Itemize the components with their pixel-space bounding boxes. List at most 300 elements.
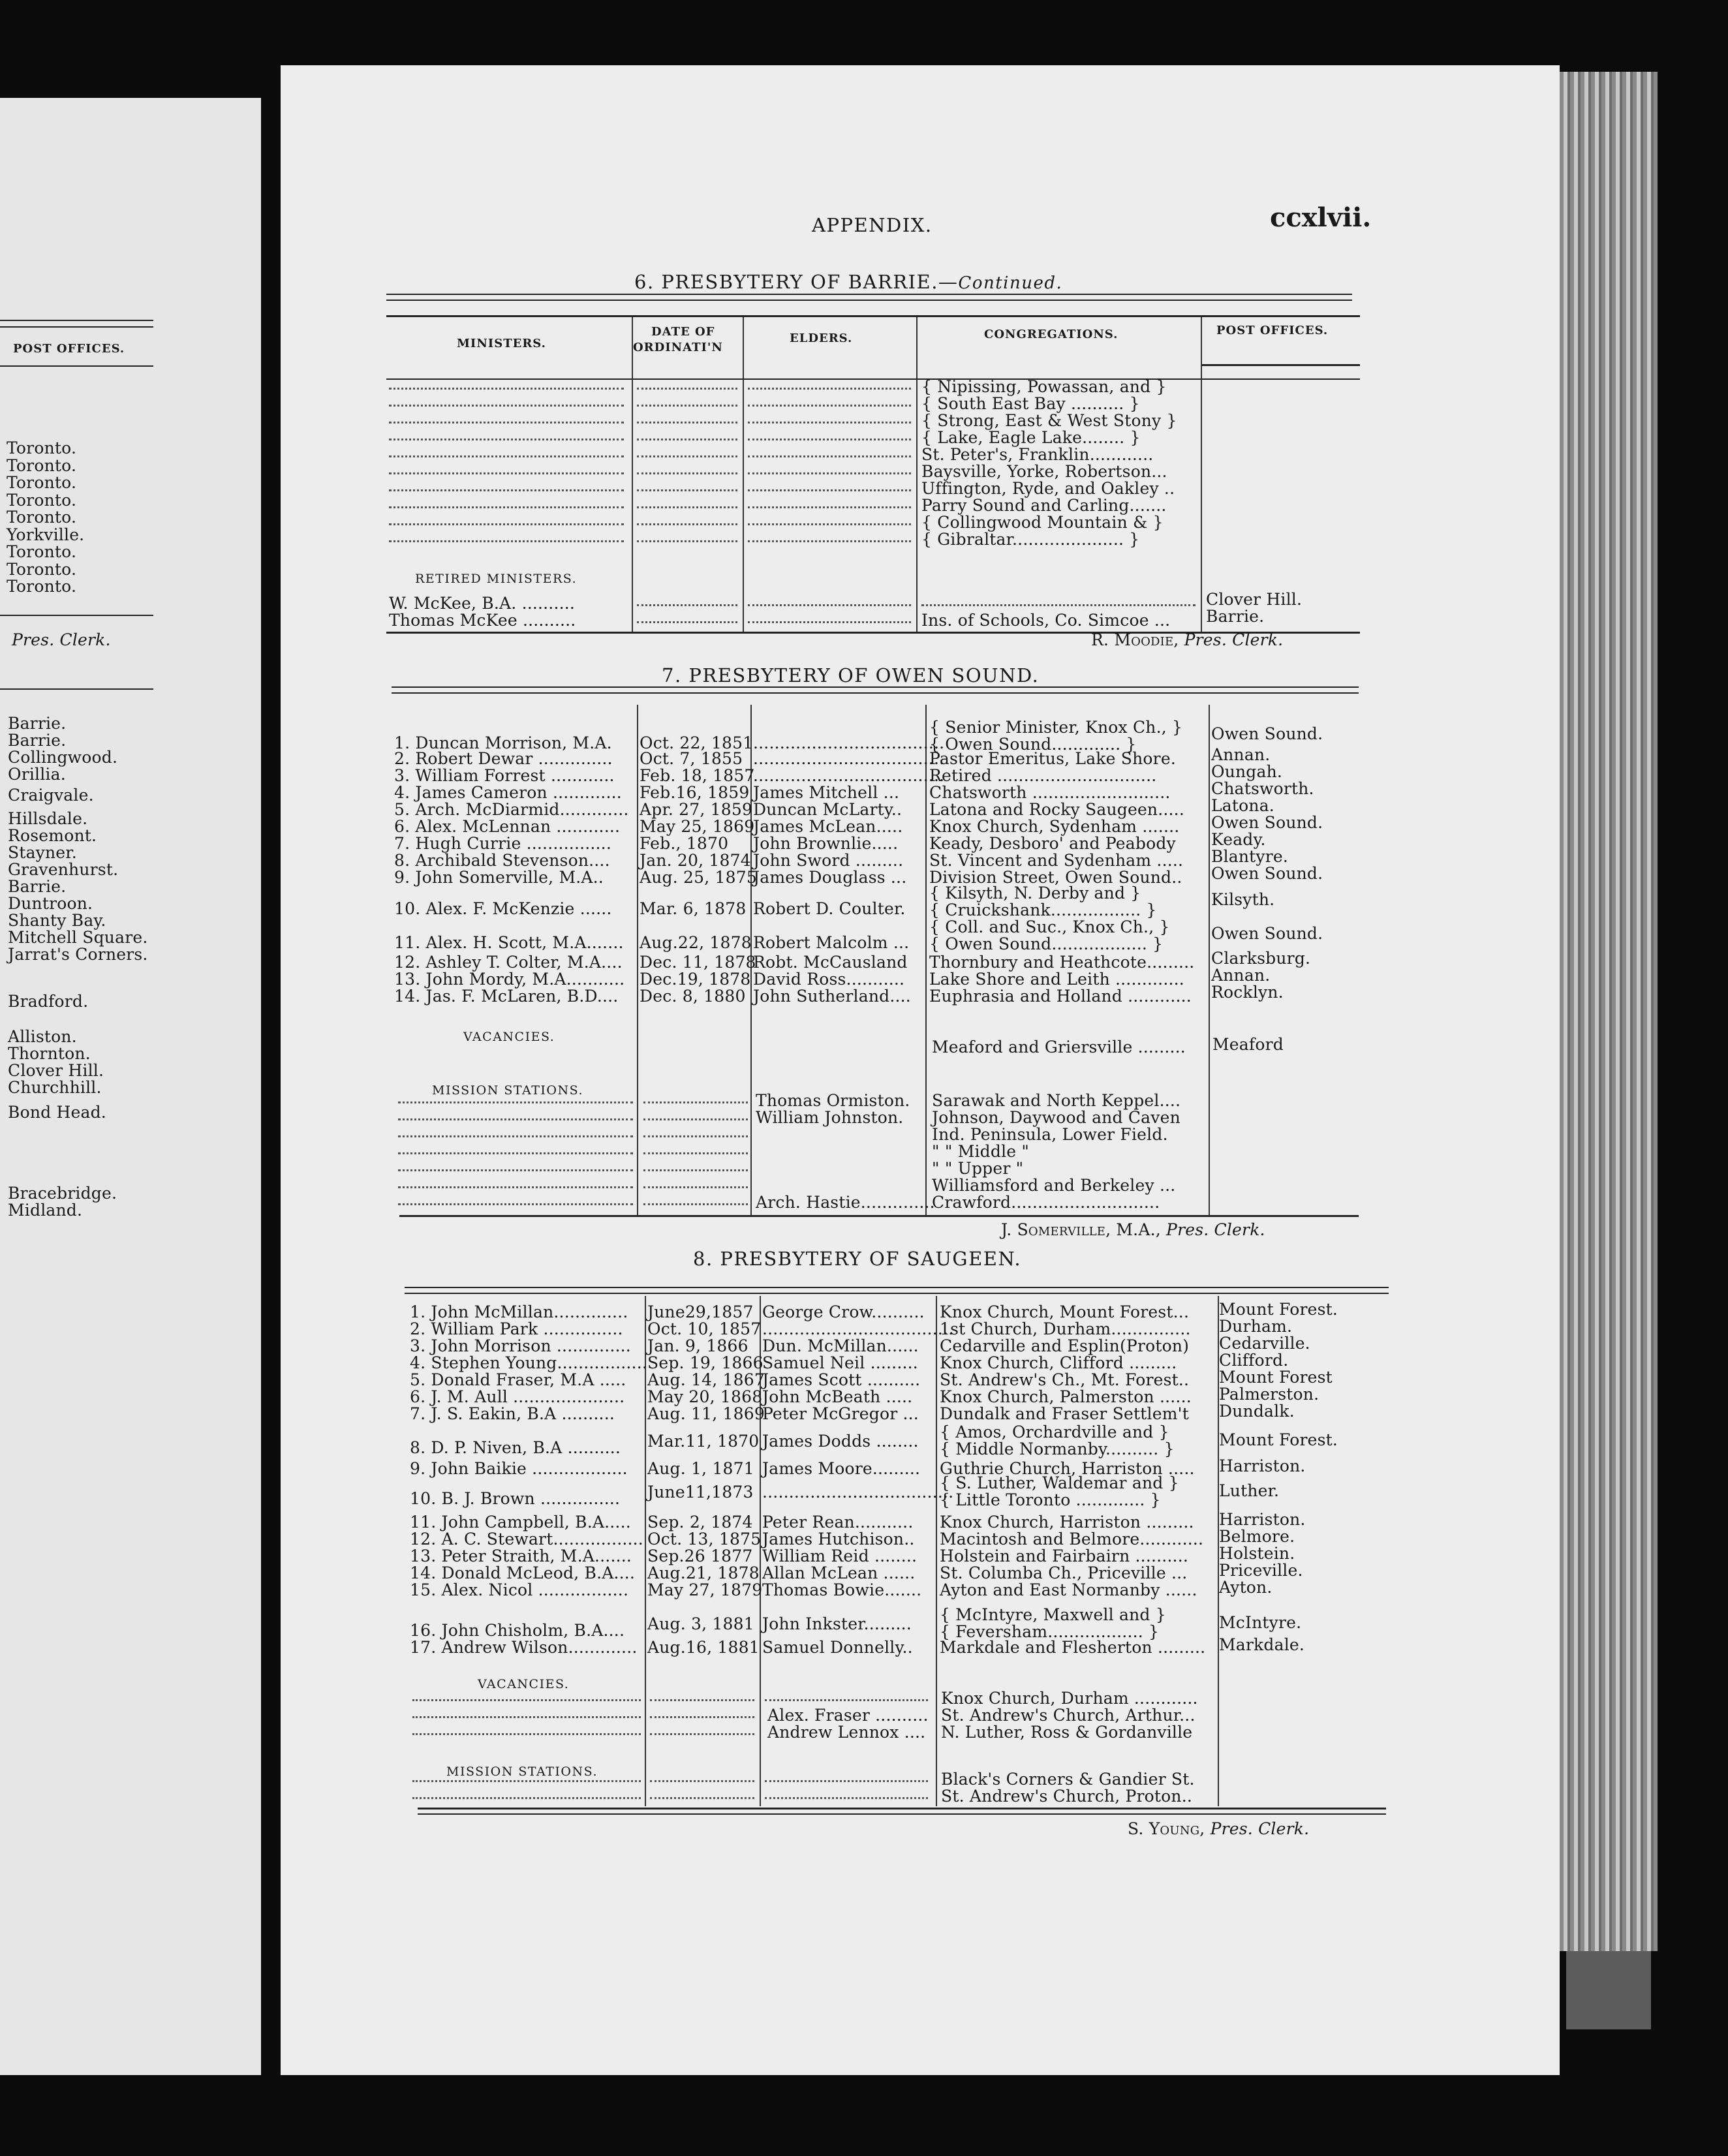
saugeen-date: Oct. 13, 1875 [647, 1530, 762, 1548]
saugeen-minister: 9. John Baikie .................. [410, 1459, 628, 1478]
owen-post: Oungah. [1211, 762, 1283, 781]
owen-post: Clarksburg. [1211, 949, 1311, 968]
owen-congregation: { Coll. and Suc., Knox Ch., } [929, 917, 1170, 936]
saugeen-minister: 6. J. M. Aull ..................... [410, 1387, 625, 1406]
dot-leader [389, 388, 624, 390]
saugeen-date: Sep.26 1877 [647, 1547, 753, 1565]
dot-leader [650, 1780, 754, 1782]
saugeen-date: Aug.16, 1881 [647, 1638, 760, 1657]
left-office: Churchhill. [8, 1078, 102, 1097]
left-office: Toronto. [7, 577, 77, 596]
owen-post: Annan. [1211, 745, 1271, 764]
barrie-retired-minister: W. McKee, B.A. .......... [389, 594, 576, 613]
owen-date: Mar. 6, 1878 [640, 899, 747, 918]
left-office: Orillia. [8, 765, 66, 784]
left-office: Toronto. [7, 559, 77, 579]
owen-congregation: Euphrasia and Holland ............ [929, 987, 1192, 1006]
dot-leader [637, 455, 737, 457]
owen-date: Oct. 22, 1851 [640, 733, 754, 752]
owen-date: Aug. 25, 1875 [640, 868, 757, 887]
dot-leader [643, 1203, 748, 1205]
owen-elder: .................................... [753, 733, 945, 752]
saugeen-vacancy-congregation: Knox Church, Durham ............ [941, 1689, 1198, 1708]
owen-elder: James McLean..... [753, 817, 903, 836]
owen-congregation-cont: { Owen Sound.................. } [929, 934, 1164, 953]
dot-leader [643, 1135, 748, 1137]
dot-leader [398, 1118, 633, 1120]
saugeen-date: Mar.11, 1870 [647, 1432, 760, 1451]
dot-leader [412, 1733, 641, 1735]
dot-leader [748, 523, 911, 525]
owen-elder: Duncan McLarty.. [753, 800, 903, 819]
saugeen-congregation: Knox Church, Harriston ......... [940, 1513, 1194, 1532]
barrie-retired-label: RETIRED MINISTERS. [415, 572, 578, 586]
dot-leader [643, 1101, 748, 1103]
barrie-retired-post: Barrie. [1206, 607, 1265, 626]
dot-leader [389, 405, 624, 407]
dot-leader [748, 405, 911, 407]
dot-leader [637, 472, 737, 474]
dot-leader [389, 489, 624, 491]
saugeen-clerk: S. Young, Pres. Clerk. [1128, 1819, 1310, 1838]
owen-elder: David Ross........... [753, 970, 905, 989]
left-office: Stayner. [8, 843, 77, 862]
owen-mission-elder: Arch. Hastie.............. [756, 1193, 935, 1212]
dot-leader [748, 455, 911, 457]
dot-leader [398, 1169, 633, 1171]
owen-mission-station: Johnson, Daywood and Caven [932, 1108, 1180, 1127]
left-office: Toronto. [7, 455, 77, 475]
saugeen-congregation: Knox Church, Palmerston ...... [940, 1387, 1192, 1406]
saugeen-date: May 20, 1868 [647, 1387, 763, 1406]
owen-post: Blantyre. [1211, 847, 1289, 866]
saugeen-vacancy-elder: Andrew Lennox .... [767, 1723, 926, 1742]
dot-leader [412, 1699, 641, 1701]
owen-minister: 1. Duncan Morrison, M.A. [394, 733, 612, 752]
owen-mission-elder: William Johnston. [756, 1108, 904, 1127]
owen-congregation-cont: { Owen Sound............. } [929, 735, 1137, 754]
dot-leader [398, 1203, 633, 1205]
dot-leader [748, 422, 911, 424]
dot-leader [637, 621, 737, 623]
saugeen-post: Holstein. [1219, 1544, 1295, 1563]
dot-leader [412, 1797, 641, 1799]
owen-elder: Robert Malcolm ... [753, 933, 910, 952]
owen-post: Chatsworth. [1211, 779, 1314, 798]
dot-leader [637, 405, 737, 407]
saugeen-congregation: Ayton and East Normanby ...... [940, 1580, 1197, 1599]
owen-congregation: Pastor Emeritus, Lake Shore. [929, 749, 1176, 768]
saugeen-mission-station: Black's Corners & Gandier St. [941, 1770, 1195, 1789]
owen-date: Jan. 20, 1874 [640, 851, 751, 870]
saugeen-minister: 17. Andrew Wilson............. [410, 1638, 638, 1657]
owen-post: Kilsyth. [1211, 890, 1275, 909]
dot-leader [650, 1699, 754, 1701]
dot-leader [637, 489, 737, 491]
saugeen-congregation-cont: { Middle Normanby.......... } [940, 1440, 1175, 1458]
dot-leader [389, 523, 624, 525]
left-office: Midland. [8, 1201, 83, 1220]
dot-leader [650, 1716, 754, 1718]
saugeen-post: Priceville. [1219, 1561, 1303, 1580]
dot-leader [650, 1733, 754, 1735]
owen-congregation: Keady, Desboro' and Peabody [929, 834, 1176, 853]
owen-date: Feb. 18, 1857 [640, 766, 755, 785]
saugeen-title: 8. PRESBYTERY OF SAUGEEN. [693, 1248, 1022, 1270]
saugeen-vacancy-congregation: St. Andrew's Church, Arthur... [941, 1706, 1196, 1725]
dot-leader [637, 506, 737, 508]
owen-minister: 9. John Somerville, M.A.. [394, 868, 604, 887]
barrie-col-date-1: DATE OF [651, 325, 715, 339]
owen-congregation: { Senior Minister, Knox Ch., } [929, 718, 1183, 737]
saugeen-elder: James Scott .......... [762, 1370, 921, 1389]
saugeen-post: McIntyre. [1219, 1613, 1302, 1632]
saugeen-date: Aug. 11, 1869 [647, 1404, 765, 1423]
saugeen-congregation: { Amos, Orchardville and } [940, 1423, 1169, 1441]
left-office: Barrie. [8, 731, 67, 750]
left-office: Jarrat's Corners. [8, 945, 148, 964]
left-office: Rosemont. [8, 826, 97, 845]
owen-elder: Robert D. Coulter. [753, 899, 906, 918]
dot-leader [748, 472, 911, 474]
owen-elder: John Sutherland.... [753, 987, 911, 1006]
owen-vacancy-cong: Meaford and Griersville ......... [932, 1038, 1186, 1056]
barrie-title: 6. PRESBYTERY OF BARRIE.—Continued. [634, 271, 1063, 293]
owen-mission-station: " " Upper " [932, 1159, 1024, 1178]
saugeen-date: Aug. 3, 1881 [647, 1614, 754, 1633]
saugeen-post: Harriston. [1219, 1510, 1306, 1529]
saugeen-congregation: St. Columba Ch., Priceville ... [940, 1563, 1188, 1582]
owen-mission-station: Ind. Peninsula, Lower Field. [932, 1125, 1168, 1144]
dot-leader [650, 1797, 754, 1799]
saugeen-post: Luther. [1219, 1481, 1280, 1500]
owen-minister: 11. Alex. H. Scott, M.A....... [394, 933, 624, 952]
owen-minister: 8. Archibald Stevenson.... [394, 851, 610, 870]
saugeen-post: Mount Forest. [1219, 1430, 1338, 1449]
owen-minister: 2. Robert Dewar .............. [394, 749, 613, 768]
owen-date: Dec.19, 1878 [640, 970, 751, 989]
owen-congregation-cont: { Cruickshank................. } [929, 901, 1157, 919]
barrie-congregation: { Lake, Eagle Lake........ } [921, 428, 1141, 447]
saugeen-elder: Peter Rean........... [762, 1513, 914, 1532]
saugeen-date: Sep. 2, 1874 [647, 1513, 753, 1532]
saugeen-minister: 15. Alex. Nicol ................. [410, 1580, 629, 1599]
barrie-congregation: Baysville, Yorke, Robertson... [921, 462, 1167, 481]
dot-leader [748, 604, 911, 606]
left-office: Alliston. [8, 1027, 77, 1046]
left-office: Bracebridge. [8, 1184, 117, 1203]
saugeen-post: Durham. [1219, 1317, 1293, 1336]
dot-leader [637, 439, 737, 440]
owen-title: 7. PRESBYTERY OF OWEN SOUND. [662, 664, 1040, 686]
owen-congregation: Lake Shore and Leith ............. [929, 970, 1184, 989]
owen-congregation: St. Vincent and Sydenham ..... [929, 851, 1184, 870]
saugeen-post: Harriston. [1219, 1456, 1306, 1475]
left-office: Duntroon. [8, 894, 93, 913]
left-office: Thornton. [8, 1044, 91, 1063]
owen-minister: 14. Jas. F. McLaren, B.D.... [394, 987, 619, 1006]
left-office: Hillsdale. [8, 809, 88, 828]
owen-post: Keady. [1211, 830, 1266, 849]
owen-congregation: Division Street, Owen Sound.. [929, 868, 1182, 887]
saugeen-minister: 7. J. S. Eakin, B.A .......... [410, 1404, 615, 1423]
owen-date: Dec. 8, 1880 [640, 987, 746, 1006]
owen-date: May 25, 1869 [640, 817, 755, 836]
saugeen-post: Dundalk. [1219, 1402, 1295, 1421]
dot-leader [748, 540, 911, 542]
owen-mission-station: " " Middle " [932, 1142, 1030, 1161]
owen-date: Apr. 27, 1859 [640, 800, 753, 819]
left-office: Bradford. [8, 992, 89, 1011]
saugeen-minister: 4. Stephen Young................. [410, 1353, 647, 1372]
saugeen-minister: 12. A. C. Stewart................. [410, 1530, 643, 1548]
owen-congregation: Latona and Rocky Saugeen..... [929, 800, 1184, 819]
barrie-retired-congregation: Ins. of Schools, Co. Simcoe ... [921, 611, 1171, 630]
saugeen-vacancy-congregation: N. Luther, Ross & Gordanville [941, 1723, 1193, 1742]
owen-congregation: Knox Church, Sydenham ....... [929, 817, 1180, 836]
owen-date: Aug.22, 1878 [640, 933, 752, 952]
saugeen-post: Clifford. [1219, 1351, 1289, 1370]
owen-date: Oct. 7, 1855 [640, 749, 743, 768]
saugeen-date: Aug. 1, 1871 [647, 1459, 754, 1478]
dot-leader [748, 489, 911, 491]
owen-congregation: Chatsworth .......................... [929, 783, 1171, 802]
saugeen-mission-label: MISSION STATIONS. [446, 1764, 598, 1779]
owen-elder: John Sword ......... [753, 851, 904, 870]
page-number: ccxlvii. [1270, 202, 1372, 233]
saugeen-elder: James Dodds ........ [762, 1432, 919, 1451]
saugeen-date: June29,1857 [647, 1302, 754, 1321]
dot-leader [637, 388, 737, 390]
dot-leader [637, 523, 737, 525]
dot-leader [643, 1186, 748, 1188]
owen-vacancies-label: VACANCIES. [463, 1030, 555, 1044]
saugeen-minister: 8. D. P. Niven, B.A .......... [410, 1438, 621, 1457]
saugeen-vacancy-elder: Alex. Fraser .......... [767, 1706, 929, 1725]
saugeen-post: Palmerston. [1219, 1385, 1319, 1404]
saugeen-elder: James Moore......... [762, 1459, 921, 1478]
owen-mission-label: MISSION STATIONS. [432, 1083, 583, 1098]
saugeen-date: June11,1873 [647, 1483, 754, 1502]
owen-congregation: { Kilsyth, N. Derby and } [929, 884, 1141, 902]
owen-minister: 7. Hugh Currie ................ [394, 834, 611, 853]
owen-minister: 4. James Cameron ............. [394, 783, 622, 802]
saugeen-post: Mount Forest [1219, 1368, 1333, 1387]
barrie-congregation: Parry Sound and Carling....... [921, 496, 1167, 515]
page-edge [1560, 72, 1658, 1951]
saugeen-congregation-cont: { Little Toronto ............. } [940, 1490, 1161, 1509]
saugeen-post: Cedarville. [1219, 1334, 1310, 1353]
saugeen-elder: .................................... [762, 1483, 954, 1502]
owen-post: Owen Sound. [1211, 924, 1323, 943]
saugeen-post: Mount Forest. [1219, 1300, 1338, 1319]
owen-minister: 6. Alex. McLennan ............ [394, 817, 621, 836]
saugeen-elder: Samuel Donnelly.. [762, 1638, 913, 1657]
owen-post: Rocklyn. [1211, 983, 1284, 1002]
dot-leader [637, 422, 737, 424]
left-office: Craigvale. [8, 786, 94, 805]
barrie-col-date-2: ORDINATI'N [633, 341, 723, 354]
dot-leader [389, 422, 624, 424]
left-office: Clover Hill. [8, 1061, 104, 1080]
barrie-congregation: Uffington, Ryde, and Oakley .. [921, 479, 1175, 498]
saugeen-minister: 2. William Park ............... [410, 1319, 623, 1338]
owen-elder: John Brownlie..... [753, 834, 899, 853]
saugeen-elder: William Reid ........ [762, 1547, 918, 1565]
owen-vacancy-post: Meaford [1212, 1035, 1284, 1054]
saugeen-elder: John Inkster......... [762, 1614, 912, 1633]
dot-leader [398, 1135, 633, 1137]
saugeen-elder: Allan McLean ...... [762, 1563, 916, 1582]
left-office: Toronto. [7, 542, 77, 561]
barrie-col-ministers: MINISTERS. [457, 337, 546, 350]
left-office: Bond Head. [8, 1103, 106, 1122]
saugeen-congregation-cont: { Feversham.................. } [940, 1622, 1160, 1641]
dot-leader [398, 1101, 633, 1103]
owen-minister: 5. Arch. McDiarmid............. [394, 800, 629, 819]
barrie-col-congregations: CONGREGATIONS. [984, 328, 1119, 341]
dot-leader [765, 1699, 928, 1701]
barrie-col-elders: ELDERS. [790, 331, 853, 345]
owen-elder: James Douglass ... [753, 868, 907, 887]
dot-leader [637, 540, 737, 542]
saugeen-post: Belmore. [1219, 1527, 1295, 1546]
dot-leader [412, 1716, 641, 1718]
saugeen-minister: 14. Donald McLeod, B.A.... [410, 1563, 636, 1582]
saugeen-elder: Samuel Neil ......... [762, 1353, 918, 1372]
left-office: Toronto. [7, 490, 77, 510]
saugeen-vacancies-label: VACANCIES. [478, 1677, 570, 1691]
saugeen-congregation: Knox Church, Clifford ......... [940, 1353, 1177, 1372]
left-office: Collingwood. [8, 748, 118, 767]
saugeen-congregation: { S. Luther, Waldemar and } [940, 1473, 1179, 1492]
owen-mission-station: Sarawak and North Keppel.... [932, 1091, 1181, 1110]
saugeen-congregation: Markdale and Flesherton ......... [940, 1638, 1206, 1657]
left-office: Toronto. [7, 473, 77, 492]
owen-date: Feb.16, 1859 [640, 783, 750, 802]
dot-leader [389, 472, 624, 474]
dot-leader [765, 1780, 928, 1782]
saugeen-elder: Dun. McMillan...... [762, 1336, 919, 1355]
owen-post: Owen Sound. [1211, 864, 1323, 883]
left-office: Toronto. [7, 439, 77, 457]
dot-leader [643, 1169, 748, 1171]
owen-mission-station: Crawford............................ [932, 1193, 1160, 1212]
saugeen-minister: 16. John Chisholm, B.A.... [410, 1621, 625, 1640]
owen-clerk: J. Somerville, M.A., Pres. Clerk. [1001, 1220, 1265, 1239]
dot-leader [389, 506, 624, 508]
saugeen-minister: 5. Donald Fraser, M.A ..... [410, 1370, 626, 1389]
dot-leader [921, 604, 1196, 606]
dot-leader [748, 388, 911, 390]
saugeen-minister: 11. John Campbell, B.A..... [410, 1513, 631, 1532]
left-clerk: Pres. Clerk. [12, 630, 111, 649]
barrie-retired-minister: Thomas McKee .......... [389, 611, 576, 630]
saugeen-congregation: Knox Church, Mount Forest... [940, 1302, 1190, 1321]
owen-congregation: Retired .............................. [929, 766, 1157, 785]
barrie-col-post: POST OFFICES. [1216, 324, 1329, 337]
dot-leader [643, 1118, 748, 1120]
dot-leader [765, 1797, 928, 1799]
barrie-congregation: { Strong, East & West Stony } [921, 411, 1177, 430]
left-office: Toronto. [7, 508, 77, 527]
saugeen-elder: James Hutchison.. [762, 1530, 915, 1548]
dot-leader [398, 1186, 633, 1188]
left-office: Shanty Bay. [8, 911, 106, 930]
owen-congregation: Thornbury and Heathcote......... [929, 953, 1195, 972]
dot-leader [748, 439, 911, 440]
left-office: Barrie. [8, 714, 67, 733]
owen-post: Owen Sound. [1211, 813, 1323, 832]
owen-minister: 13. John Mordy, M.A........... [394, 970, 625, 989]
saugeen-congregation: { McIntyre, Maxwell and } [940, 1605, 1166, 1624]
saugeen-mission-station: St. Andrew's Church, Proton.. [941, 1787, 1193, 1806]
saugeen-congregation: 1st Church, Durham............... [940, 1319, 1191, 1338]
saugeen-date: Aug. 14, 1867 [647, 1370, 765, 1389]
saugeen-congregation: Macintosh and Belmore............ [940, 1530, 1204, 1548]
barrie-congregation: { Collingwood Mountain & } [921, 513, 1164, 532]
owen-elder: Robt. McCausland [753, 953, 908, 972]
saugeen-date: Aug.21, 1878 [647, 1563, 760, 1582]
owen-minister: 12. Ashley T. Colter, M.A.... [394, 953, 623, 972]
owen-elder: .................................... [753, 749, 945, 768]
left-office: Gravenhurst. [8, 860, 119, 879]
saugeen-post: Markdale. [1219, 1635, 1305, 1654]
owen-post: Latona. [1211, 796, 1274, 815]
dot-leader [389, 439, 624, 440]
dot-leader [412, 1780, 641, 1782]
saugeen-date: Sep. 19, 1866 [647, 1353, 764, 1372]
barrie-congregation: { Nipissing, Powassan, and } [921, 377, 1167, 396]
owen-mission-station: Williamsford and Berkeley ... [932, 1176, 1176, 1195]
owen-date: Dec. 11, 1878 [640, 953, 756, 972]
owen-elder: .................................... [753, 766, 945, 785]
dot-leader [643, 1152, 748, 1154]
saugeen-elder: George Crow.......... [762, 1302, 925, 1321]
saugeen-minister: 1. John McMillan.............. [410, 1302, 628, 1321]
saugeen-elder: John McBeath ..... [762, 1387, 913, 1406]
saugeen-congregation: Holstein and Fairbairn .......... [940, 1547, 1188, 1565]
saugeen-post: Ayton. [1219, 1578, 1273, 1597]
saugeen-congregation: Cedarville and Esplin(Proton) [940, 1336, 1190, 1355]
saugeen-elder: Thomas Bowie....... [762, 1580, 922, 1599]
owen-mission-elder: Thomas Ormiston. [756, 1091, 910, 1110]
dot-leader [748, 621, 911, 623]
owen-date: Feb., 1870 [640, 834, 729, 853]
page-edge-shadow [1566, 1951, 1651, 2029]
saugeen-minister: 13. Peter Straith, M.A....... [410, 1547, 632, 1565]
barrie-congregation: { Gibraltar..................... } [921, 530, 1140, 549]
dot-leader [389, 455, 624, 457]
saugeen-minister: 10. B. J. Brown ............... [410, 1489, 621, 1508]
owen-post: Annan. [1211, 966, 1271, 985]
barrie-clerk: R. Moodie, Pres. Clerk. [1091, 630, 1284, 649]
barrie-retired-post: Clover Hill. [1206, 590, 1303, 609]
owen-minister: 3. William Forrest ............ [394, 766, 615, 785]
barrie-congregation: { South East Bay .......... } [921, 394, 1140, 413]
saugeen-elder: Peter McGregor ... [762, 1404, 919, 1423]
saugeen-minister: 3. John Morrison .............. [410, 1336, 631, 1355]
barrie-congregation: St. Peter's, Franklin............ [921, 445, 1154, 464]
saugeen-date: May 27, 1879 [647, 1580, 763, 1599]
dot-leader [389, 540, 624, 542]
dot-leader [398, 1152, 633, 1154]
saugeen-date: Oct. 10, 1857 [647, 1319, 762, 1338]
owen-elder: James Mitchell ... [753, 783, 900, 802]
owen-post: Owen Sound. [1211, 724, 1323, 743]
left-col-header: POST OFFICES. [13, 342, 125, 356]
saugeen-congregation: St. Andrew's Ch., Mt. Forest.. [940, 1370, 1190, 1389]
